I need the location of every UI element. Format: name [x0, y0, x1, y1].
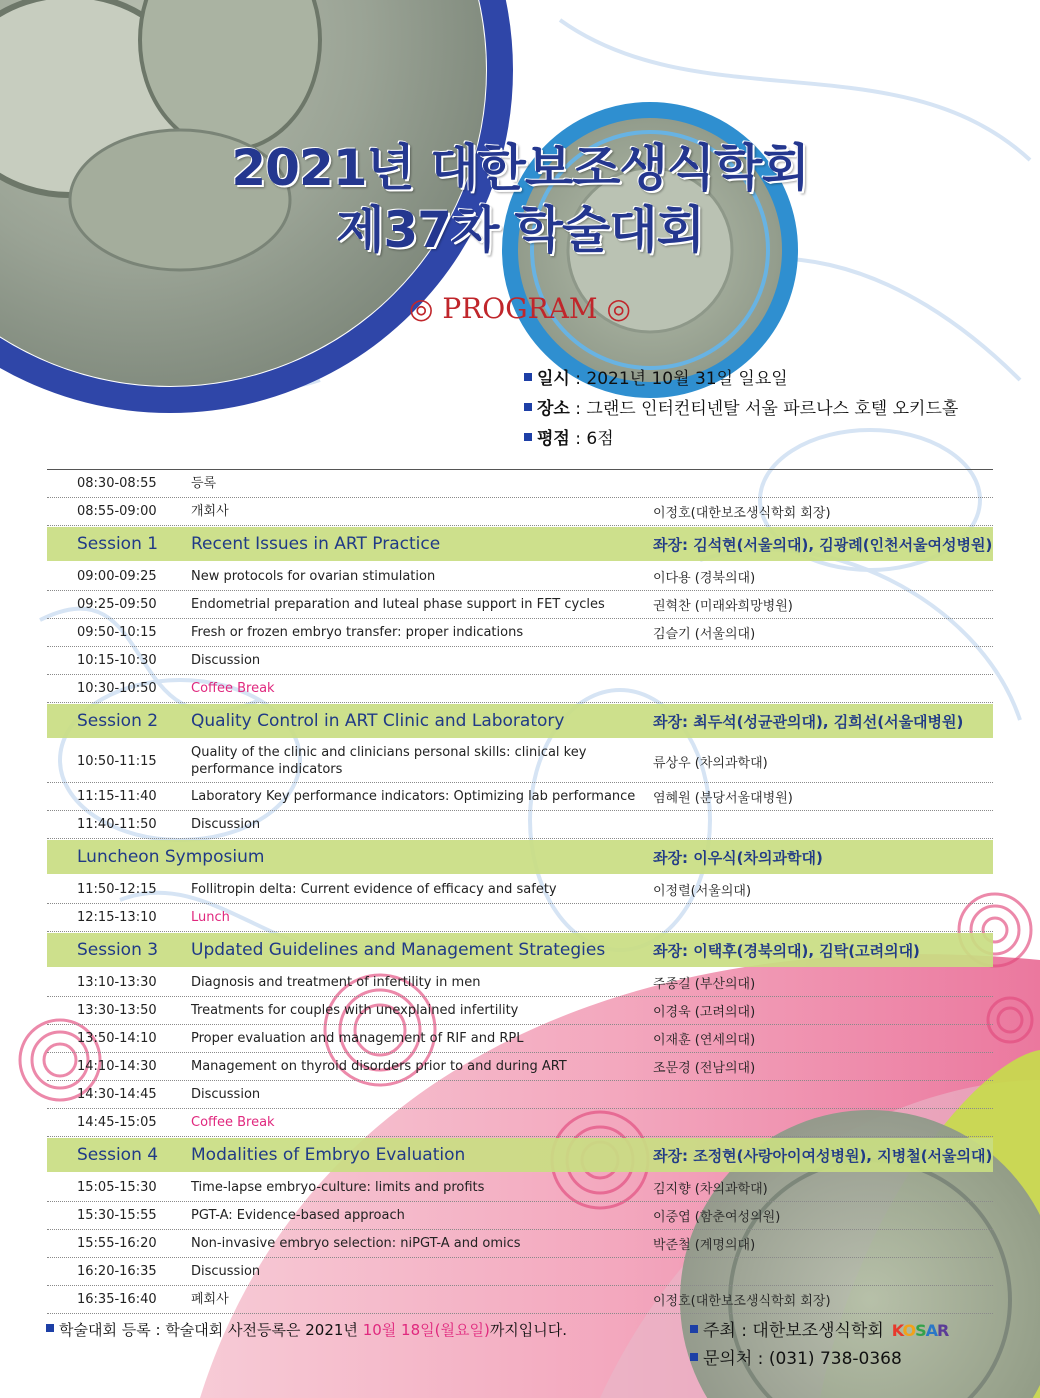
session-chairs: 좌장: 김석현(서울의대), 김광례(인천서울여성병원): [653, 535, 993, 554]
row-title: New protocols for ovarian stimulation: [191, 569, 436, 584]
row-title: Proper evaluation and management of RIF and RPL: [191, 1031, 524, 1046]
row-time: 14:10-14:30: [77, 1059, 157, 1074]
host-row: 주최 : 대한보조생식학회 KOSAR: [690, 1316, 948, 1345]
schedule-row: [47, 647, 993, 675]
schedule-row: [47, 563, 993, 591]
registration-label: 학술대회 등록: [59, 1321, 151, 1339]
info-venue: 장소 : 그랜드 인터컨티넨탈 서울 파르나스 호텔 오키드홀: [524, 394, 958, 424]
contact-row: 문의처 : (031) 738-0368: [690, 1345, 948, 1374]
row-title: Follitropin delta: Current evidence of efficacy and safety: [191, 882, 557, 897]
row-title: Discussion: [191, 1264, 261, 1279]
kosar-logo: KOSAR: [891, 1321, 949, 1340]
session-label: Luncheon Symposium: [77, 847, 265, 867]
row-speaker: 류상우 (차의과학대): [653, 755, 768, 771]
row-title: Discussion: [191, 817, 261, 832]
row-time: 11:15-11:40: [77, 789, 157, 804]
title-line-2: 제37차 학술대회: [336, 201, 704, 259]
host-contact: [690, 1316, 948, 1374]
registration-text: 학술대회 사전등록은 2021년: [165, 1321, 363, 1339]
row-speaker: 이정호(대한보조생식학회 회장): [653, 506, 831, 521]
schedule-row: [47, 783, 993, 811]
session-label: Session 2: [77, 711, 159, 731]
row-title: Endometrial preparation and luteal phase support in FET cycles: [191, 597, 605, 612]
session-title: Recent Issues in ART Practice: [191, 533, 441, 554]
info-venue-label: 장소: [537, 399, 570, 419]
row-time: 13:10-13:30: [77, 975, 157, 990]
row-time: 08:55-09:00: [77, 504, 157, 519]
session-label: Session 1: [77, 534, 159, 554]
schedule-row: [47, 1230, 993, 1258]
row-time: 09:50-10:15: [77, 625, 157, 640]
row-title: Time-lapse embryo-culture: limits and profits: [191, 1180, 485, 1195]
schedule-row: [47, 811, 993, 839]
session-chairs: 좌장: 최두석(성균관의대), 김희선(서울대병원): [653, 712, 964, 731]
schedule-row: [47, 1258, 993, 1286]
session-header: [47, 933, 993, 967]
row-time: 10:50-11:15: [77, 753, 157, 769]
row-time: 15:55-16:20: [77, 1236, 157, 1251]
schedule-row: [47, 997, 993, 1025]
row-speaker: 김슬기 (서울의대): [653, 627, 756, 642]
session-chairs: 좌장: 조정현(사랑아이여성병원), 지병철(서울의대): [653, 1146, 993, 1165]
session-chairs: 좌장: 이우식(차의과학대): [653, 848, 823, 867]
row-title: Discussion: [191, 653, 261, 668]
schedule-row: [47, 1202, 993, 1230]
row-speaker: 이중엽 (함춘여성의원): [653, 1210, 781, 1225]
row-title: Fresh or frozen embryo transfer: proper indications: [191, 625, 524, 640]
schedule-row: [47, 591, 993, 619]
break-label: Coffee Break: [191, 681, 275, 696]
row-time: 11:50-12:15: [77, 882, 157, 897]
schedule-row: [47, 1053, 993, 1081]
registration-note: 학술대회 등록 : 학술대회 사전등록은 2021년 10월 18일(월요일)까지입니다.: [46, 1319, 567, 1340]
session-title: Quality Control in ART Clinic and Laboratory: [191, 710, 565, 731]
row-speaker: 박준철 (계명의대): [653, 1238, 756, 1253]
row-time: 16:20-16:35: [77, 1264, 157, 1279]
row-speaker: 권혁찬 (미래와희망병원): [653, 599, 793, 614]
row-title: 개회사: [191, 504, 229, 519]
row-time: 08:30-08:55: [77, 476, 157, 491]
row-time: 11:40-11:50: [77, 817, 157, 832]
row-speaker: 주종길 (부산의대): [653, 977, 756, 992]
session-label: Session 4: [77, 1145, 159, 1165]
bullet-square-icon: [46, 1324, 54, 1332]
row-time: 13:30-13:50: [77, 1003, 157, 1018]
schedule-row: [47, 1081, 993, 1109]
row-time: 09:00-09:25: [77, 569, 157, 584]
row-time: 09:25-09:50: [77, 597, 157, 612]
contact-label: 문의처: [703, 1349, 753, 1369]
row-title: 폐회사: [191, 1292, 229, 1307]
row-time: 15:05-15:30: [77, 1180, 157, 1195]
session-title: Modalities of Embryo Evaluation: [191, 1144, 466, 1165]
row-speaker: 이정렬(서울의대): [653, 884, 752, 899]
row-speaker: 염혜원 (분당서울대병원): [653, 791, 793, 806]
program-label: ◎ PROGRAM ◎: [409, 292, 631, 325]
session-label: Session 3: [77, 940, 159, 960]
row-speaker: 이재훈 (연세의대): [653, 1033, 756, 1048]
schedule-row: [47, 498, 993, 526]
info-date-value: 2021년 10월 31일 일요일: [586, 369, 788, 389]
info-date-label: 일시: [537, 369, 570, 389]
schedule-row: [47, 1286, 993, 1314]
schedule-row: [47, 470, 993, 498]
schedule-row: [47, 969, 993, 997]
row-title: Laboratory Key performance indicators: Optimizing lab performance: [191, 789, 636, 804]
host-value: 대한보조생식학회: [752, 1321, 884, 1341]
row-time: 12:15-13:10: [77, 910, 157, 925]
schedule-row: [47, 740, 993, 783]
title-line-1: 2021년 대한보조생식학회: [231, 139, 809, 197]
event-info: [524, 364, 958, 454]
info-date: 일시 : 2021년 10월 31일 일요일: [524, 364, 958, 394]
row-time: 14:30-14:45: [77, 1087, 157, 1102]
row-title: Quality of the clinic and clinicians personal skills: clinical key performance indicators: [191, 745, 587, 777]
host-label: 주최: [703, 1321, 736, 1341]
program-schedule: [47, 469, 993, 1314]
schedule-row: [47, 619, 993, 647]
schedule-row: [47, 1174, 993, 1202]
schedule-row: [47, 1025, 993, 1053]
row-title: Management on thyroid disorders prior to and during ART: [191, 1059, 567, 1074]
row-speaker: 이경욱 (고려의대): [653, 1005, 756, 1020]
session-chairs: 좌장: 이택후(경북의대), 김탁(고려의대): [653, 941, 920, 960]
row-time: 10:15-10:30: [77, 653, 157, 668]
info-credits-value: 6점: [586, 429, 614, 449]
session-header: [47, 527, 993, 561]
row-title: Non-invasive embryo selection: niPGT-A and omics: [191, 1236, 521, 1251]
break-label: Coffee Break: [191, 1115, 275, 1130]
bullet-square-icon: [524, 403, 532, 411]
row-title: 등록: [191, 476, 217, 491]
bullet-square-icon: [690, 1325, 698, 1333]
contact-value: (031) 738-0368: [768, 1349, 902, 1369]
session-header: [47, 1138, 993, 1172]
bullet-square-icon: [524, 373, 532, 381]
row-title: Treatments for couples with unexplained infertility: [191, 1003, 519, 1018]
break-row: [47, 1109, 993, 1137]
row-speaker: 이다용 (경북의대): [653, 571, 756, 586]
row-time: 16:35-16:40: [77, 1292, 157, 1307]
row-speaker: 이정호(대한보조생식학회 회장): [653, 1294, 831, 1309]
session-title: Updated Guidelines and Management Strategies: [191, 939, 606, 960]
row-time: 13:50-14:10: [77, 1031, 157, 1046]
registration-deadline: 10월 18일(월요일): [362, 1321, 490, 1339]
row-time: 14:45-15:05: [77, 1115, 157, 1130]
info-venue-value: 그랜드 인터컨티넨탈 서울 파르나스 호텔 오키드홀: [586, 399, 959, 419]
bullet-square-icon: [690, 1353, 698, 1361]
row-speaker: 조문경 (전남의대): [653, 1061, 756, 1076]
row-title: PGT-A: Evidence-based approach: [191, 1208, 405, 1223]
row-time: 15:30-15:55: [77, 1208, 157, 1223]
info-credits-label: 평점: [537, 429, 570, 449]
row-title: Discussion: [191, 1087, 261, 1102]
break-label: Lunch: [191, 910, 230, 925]
info-credits: 평점 : 6점: [524, 424, 958, 454]
session-header: [47, 840, 993, 874]
schedule-row: [47, 876, 993, 904]
row-title: Diagnosis and treatment of infertility in men: [191, 975, 481, 990]
break-row: [47, 675, 993, 703]
session-header: [47, 704, 993, 738]
registration-text-end: 까지입니다.: [489, 1321, 568, 1339]
bullet-square-icon: [524, 433, 532, 441]
row-speaker: 김지향 (차의과학대): [653, 1182, 768, 1197]
row-time: 10:30-10:50: [77, 681, 157, 696]
break-row: [47, 904, 993, 932]
